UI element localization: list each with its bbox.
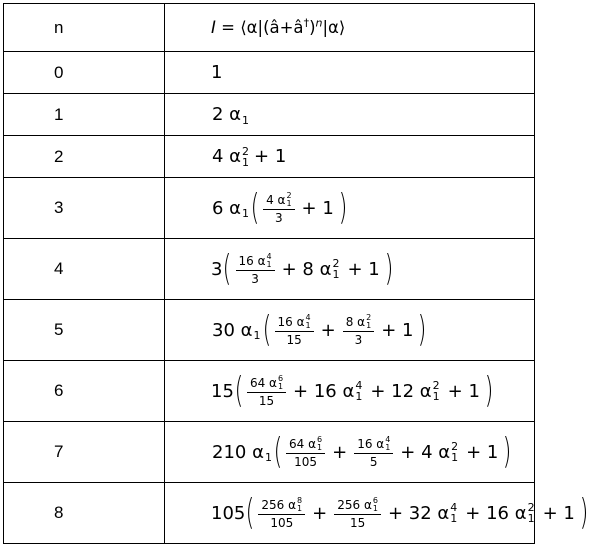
fraction: 8 α 2 1 3 [343, 314, 374, 347]
expression-cell [165, 422, 535, 483]
table-row [4, 361, 535, 422]
math-expression: 210 α 1 ( 64 α 6 1 105 + 16 α 4 1 5 + 4 α 2 1 + 1 ) [212, 431, 512, 472]
math-expression: 105 ( 256 α 8 1 105 + 256 α 6 1 15 + 32 α 4 1 + 16 α 2 1 + 1 ) [211, 492, 589, 533]
header-n-label: n [54, 17, 64, 37]
header-expression: I = ⟨α|(â+â†)$^n$|α⟩ [211, 16, 346, 38]
n-cell: 0 [4, 52, 165, 94]
n-cell: 1 [4, 94, 165, 136]
fraction: 256 α 8 1 105 [258, 497, 305, 530]
fraction: 16 α 4 1 3 [236, 253, 275, 286]
expression-cell [165, 300, 535, 361]
math-expression: 15 ( 64 α 6 1 15 + 16 α 4 1 + 12 α 2 1 + 1 ) [211, 370, 494, 411]
expression-cell [165, 52, 535, 94]
expression-cell [165, 361, 535, 422]
expression-cell [165, 136, 535, 178]
math-expression: 30 α 1 ( 16 α 4 1 15 + 8 α 2 1 3 + 1 ) [212, 309, 427, 350]
results-table [3, 3, 589, 544]
n-cell: 4 [4, 239, 165, 300]
table-row [4, 300, 535, 361]
fraction: 4 α 2 1 3 [263, 192, 294, 225]
expression-cell [165, 94, 535, 136]
fraction: 16 α 4 1 5 [354, 436, 393, 469]
header-n-cell [4, 4, 165, 52]
math-expression: 2 α 1 [212, 104, 250, 127]
expression-cell [165, 483, 589, 544]
fraction: 64 α 6 1 15 [247, 375, 286, 408]
table-row [4, 94, 535, 136]
n-cell: 7 [4, 422, 165, 483]
math-expression: 6 α 1 ( 4 α 2 1 3 + 1 ) [212, 187, 348, 228]
table-row [4, 239, 535, 300]
n-cell: 6 [4, 361, 165, 422]
table-row [4, 136, 535, 178]
n-cell: 8 [4, 483, 165, 544]
n-cell: 5 [4, 300, 165, 361]
table-row [4, 422, 535, 483]
fraction: 256 α 6 1 15 [334, 497, 381, 530]
expression-cell [165, 239, 535, 300]
math-expression: 4 α 2 1 + 1 [212, 144, 287, 169]
table-row [4, 52, 535, 94]
math-expression: 3 ( 16 α 4 1 3 + 8 α 2 1 + 1 ) [211, 248, 394, 289]
fraction: 16 α 4 1 15 [275, 314, 314, 347]
table-row [4, 483, 535, 544]
header-expression-cell [165, 4, 535, 52]
fraction: 64 α 6 1 105 [286, 436, 325, 469]
n-cell: 2 [4, 136, 165, 178]
math-expression: 1 [211, 62, 223, 83]
header-row [4, 4, 535, 52]
table-row [4, 178, 535, 239]
n-cell: 3 [4, 178, 165, 239]
expression-cell [165, 178, 535, 239]
